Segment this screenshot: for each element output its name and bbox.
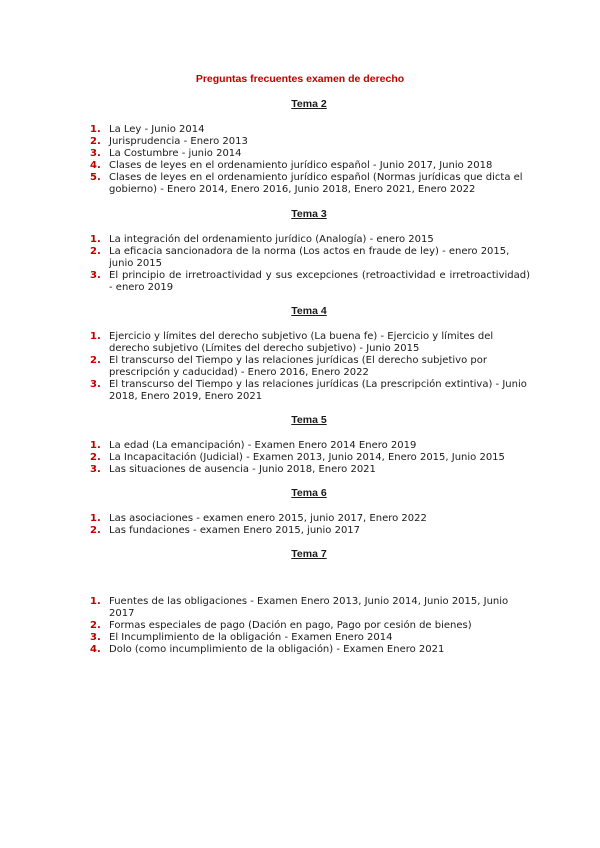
list-item: 3. El Incumplimiento de la obligación - Examen Enero 2014 [90, 632, 393, 643]
list-item: 4. Dolo (como incumplimiento de la obligación) - Examen Enero 2021 [90, 644, 445, 655]
list-item: 2. La eficacia sancionadora de la norma (Los actos en fraude de ley) - enero 2015, junio 2015 [90, 246, 510, 269]
section-heading: Tema 7 [291, 548, 327, 560]
list-item: 2. Las fundaciones - examen Enero 2015, junio 2017 [90, 525, 361, 536]
question-list [88, 440, 530, 476]
list-item: 1. La edad (La emancipación) - Examen Enero 2014 Enero 2019 [90, 440, 417, 451]
list-item: 1. Las asociaciones - examen enero 2015, junio 2017, Enero 2022 [90, 513, 427, 524]
list-item: 2. Jurisprudencia - Enero 2013 [90, 136, 248, 147]
list-item: 1. Fuentes de las obligaciones - Examen Enero 2013, Junio 2014, Junio 2015, Junio 2017 [90, 596, 509, 619]
question-list [88, 234, 530, 294]
question-list [88, 124, 530, 196]
question-list [88, 596, 530, 656]
list-item: 3. El transcurso del Tiempo y las relaciones jurídicas (La prescripción extintiva) - Junio 2018, Enero 2019, Enero 2021 [90, 379, 527, 402]
section-tema-5 [88, 414, 530, 476]
list-item: 2. El transcurso del Tiempo y las relaciones jurídicas (El derecho subjetivo por prescripción y caducidad) - Enero 2016, Enero 2022 [90, 355, 487, 378]
section-tema-2 [88, 98, 530, 196]
list-item: 3. Las situaciones de ausencia - Junio 2018, Enero 2021 [90, 464, 376, 475]
section-tema-6 [88, 487, 530, 537]
question-list [88, 331, 530, 403]
section-heading: Tema 6 [291, 487, 327, 499]
list-item: 1. La Ley - Junio 2014 [90, 124, 205, 135]
section-tema-7 [88, 548, 530, 656]
list-item: 5. Clases de leyes en el ordenamiento jurídico español (Normas jurídicas que dicta el gobierno) - Enero 2014, Enero 2016, Junio 2018, Enero 2021, Enero 2022 [90, 172, 523, 195]
list-item: 2. Formas especiales de pago (Dación en pago, Pago por cesión de bienes) [90, 620, 472, 631]
list-item: 3. El principio de irretroactividad y sus excepciones (retroactividad e irretroactividad) - enero 2019 [90, 270, 530, 293]
list-item: 2. La Incapacitación (Judicial) - Examen 2013, Junio 2014, Enero 2015, Junio 2015 [90, 452, 505, 463]
section-tema-3 [88, 208, 530, 294]
document-title: Preguntas frecuentes examen de derecho [195, 73, 405, 85]
section-heading: Tema 3 [291, 208, 327, 220]
list-item: 4. Clases de leyes en el ordenamiento jurídico español - Junio 2017, Junio 2018 [90, 160, 493, 171]
section-tema-4 [88, 305, 530, 403]
list-item: 1. Ejercicio y límites del derecho subjetivo (La buena fe) - Ejercicio y límites del derecho subjetivo (Límites del derecho subjetivo) - Junio 2015 [90, 331, 494, 354]
section-heading: Tema 2 [291, 98, 327, 110]
question-list [88, 513, 530, 537]
list-item: 1. La integración del ordenamiento jurídico (Analogía) - enero 2015 [90, 234, 434, 245]
section-heading: Tema 4 [291, 305, 327, 317]
list-item: 3. La Costumbre - junio 2014 [90, 148, 242, 159]
section-heading: Tema 5 [291, 414, 327, 426]
